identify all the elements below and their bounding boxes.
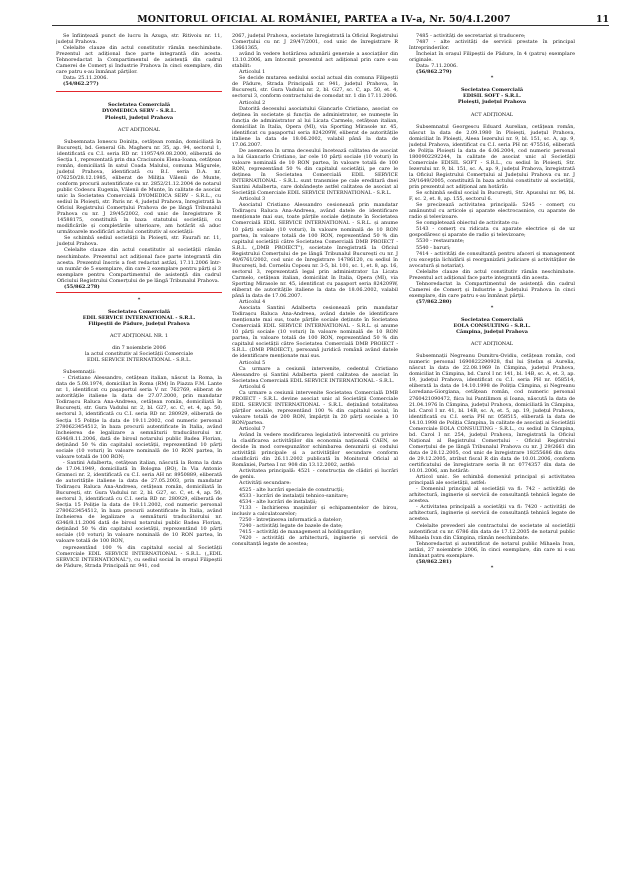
act-title: ACT ADIȚIONAL (470, 111, 514, 118)
journal-title: MONITORUL OFICIAL AL ROMÂNIEI, PARTEA a IV-a, Nr. 50/4.I.2007 (137, 14, 511, 25)
paragraph: Asociatul Cristiano Alessandro cesionează prin mandatar Todirașcu Raluca Ana-Andreea, având datele de identificare menționate mai sus, toate părțile sociale deținute în Societatea Comercială EDIL SERVICE INTERNATIONAL - S.R.L. și anume 10 părți sociale (10 voturi), în valoare nominală de 10 RON partea, în valoare totală de 100 RON, reprezentând 50 % din capitalul societății către Societatea Comercială DMB PROIECT - S.R.L. („DMB PROIECT"), societate înregistrată la Oficiul Registrului Comerțului de pe lângă Tribunalul București cu nr. J 40/6761/2002, cod unic de înregistrare 14786120, cu sediul în București, bd. Corneliu Coposu nr. 3-5, bl. 101, sc. 1, et. 8, ap. 16, sectorul 3, reprezentată legal prin administrator La Licata Carmelo, cetățean italian, domiciliat în Italia, Opera (MI), via Sporting Mirasole nr. 45, identificat cu pașaport seria 824209W, eliberat de autoritățile italiene la data de 18.06.2002, valabil până la data de 17.06.2007. (232, 202, 398, 300)
paragraph: - Santini Adalberta, cetățean italian, născută la Roma la data de 17.04.1949, domiciliată în Bologna (BO), în Via Antonio Gramsci nr. 2, identificată cu C.I. seria AH nr. 8950889, eliberată de autoritățile italiene la data de 27.05.2003, prin mandatar Todirașcu Raluca Ana-Andreea, cetățean român, domiciliată în București, str. Gura Vadului nr. 2, bl. G27, sc. C, et. 4, ap. 50, sectorul 3, identificată cu C.I. seria RD nr. 280929, eliberată de Secția 15 Poliție la data de 19.11.2002, cod numeric personal 2780623454512, în baza procurii autentificate în Italia, având încheierea de legalizare a semnăturii traducătorului nr. 6346/8.11.2006 dată de biroul notarului public Badea Florian, deținând 50 % din capitalul societății, reprezentând 10 părți sociale (10 voturi) în valoare nominală de 10 RON partea, în valoare totală de 100 RON, (56, 459, 222, 545)
paragraph: Tehnoredactat și autentificat de notarul public Mihaela Ivan, astăzi, 27 noiembrie 2006, în cinci exemplare, din care ni s-au înmânat patru exemplare. (409, 540, 575, 559)
paragraph: Subsemnatul Georgescu Eduard Aurelian, cetățean român, născut la data de 2.09.1980 în Ploiești, județul Prahova, domiciliat în Ploiești, Aleea Iezerului nr. 9, bl. 151, sc. A, ap. 9, județul Prahova, identificat cu C.I. seria PH nr. 475516, eliberată de Poliția Ploiești la data de 6.06.2004, cod numeric personal 1800902292244, în calitate de asociat unic al Societății Comerciale EDISIL SOFT - S.R.L., cu sediul în Ploiești, Str. Iezerului nr. 9, bl. 151, sc. A, ap. 9, județul Prahova, înregistrată la Oficiul Registrului Comerțului al Județului Prahova cu nr. J 29/1649/2005, constituită în baza actului constitutiv al societății, prin prezentul act adițional am hotărât: (409, 123, 575, 191)
act-subtitle: EDIL SERVICE INTERNATIONAL - S.R.L. (86, 357, 192, 364)
column-1 (56, 33, 222, 883)
paragraph: Subsemnații Negreanu Dumitru-Ovidiu, cetățean român, cod numeric personal 1690822290928, fiul lui Ștefan și Aurelia, născut la data de 22.08.1969 în Câmpina, județul Prahova, domiciliat în Câmpina, bd. Carol I nr. 141, bl. 14B, sc. A, et. 3, ap. 19, județul Prahova, identificat cu C.I. seria PH nr. 058514, eliberată la data de 14.10.1998 de Poliția Câmpina, și Negreanu Loredana-Giorgiana, cetățean român, cod numeric personal 2760421090472, fiica lui Pantilimon și Ioana, născută la data de 21.04.1976 în Câmpina, județul Prahova, domiciliată în Câmpina, bd. Carol I nr. 41, bl. 14B, sc. A, et. 5, ap. 19, județul Prahova, identificată cu C.I. seria PH nr. 058515, eliberată la data de 14.10.1998 de Poliția Câmpina, în calitate de asociați ai Societății Comerciale EOLA CONSULTING - S.R.L., cu sediul în Câmpina, bd. Carol I nr. 254, județul Prahova, înregistrată la Oficiul Național al Registrului Comerțului - Oficiul Registrului Comerțului de pe lângă Tribunalul Prahova cu nr. J 29/2661 din data de 28.12.2005, cod unic de înregistrare 18255686 din data de 29.12.2005, atribut fiscal R din data de 10.01.2006, conform certificatului de înregistrare seria B nr. 0774357 din data de 10.01.2006, am hotărât: (409, 353, 575, 475)
list-item: 7485 - activități de secretariat și traducere; (416, 33, 526, 39)
separator-star: * (490, 304, 494, 311)
paragraph: Se înființează punct de lucru în Azuga, str. Ritivoiu nr. 11, județul Prahova. (56, 33, 222, 46)
paragraph: Tehnoredactat la Compartimentul de asistență din cadrul Camerei de Comerț și Industrie a Județului Prahova în cinci exemplare, din care patru s-au înmânat părții. (409, 280, 575, 299)
list-item: 5143 - comerț cu ridicata cu aparate electrice și de uz gospodăresc și aparate de radio și televizoare; (409, 226, 575, 239)
paragraph: Se schimbă sediul social în București, Str. Apusului nr. 96, bl. F, sc. 2, et. 8, ap. 155, sectorul 6. (409, 190, 575, 203)
list-item: 4525 - alte lucrări speciale de construcții; (239, 486, 344, 493)
company-label: Societatea Comercială (460, 317, 524, 324)
article-heading: Articolul 1 (239, 69, 266, 76)
paragraph: Se precizează activitatea principală: 5245 - comerț cu amănuntul cu articole și aparate electrocasnice, cu aparate de radio și televizoare. (409, 202, 575, 221)
paragraph: Ca urmare a cesiunii intervenite, cedentul Cristiano Alessandro și Santini Adalberta pierd calitatea de asociat în Societatea Comercială EDIL SERVICE INTERNATIONAL - S.R.L. (232, 365, 398, 384)
paragraph: Se schimbă sediul societății în Ploiești, str. Fauraři nr. 11, județul Prahova. (57, 235, 221, 248)
paragraph: Ca urmare a cesiunii intervenite Societatea Comercială DMB PROIECT - S.R.L. devine asociat unic al Societății Comerciale EDIL SERVICE INTERNATIONAL - S.R.L. deținând totalitatea părților sociale, reprezentând 100 % din capitalul social, în valoare totală de 200 RON, împărțit în 20 părți sociale a 10 RON/partea. (232, 389, 398, 426)
highlighted-announcement (56, 91, 222, 292)
article-heading: Articolul 5 (239, 359, 266, 366)
paragraph: Datorită decesului asociatului Giancarlo Cristiano, asociat ce deținea în societate și funcția de administrator, se numește în funcția de administrator al lui Licata Carmelo, cetățean italian, domiciliat în Italia, Opera (MI), via Sporting Mirasole nr. 45, identificat cu pașaportul seria 824209W, eliberat de autoritățile italiene la data de 18.06.2002, valabil până la data de 17.06.2007. (232, 105, 398, 148)
column-2 (232, 33, 398, 883)
separator-star: * (137, 296, 141, 303)
article-heading: Articolul 2 (239, 99, 266, 106)
list-item: 7133 - închirierea mașinilor și echipamentelor de birou, inclusiv a calculatoarelor; (232, 504, 398, 517)
list-item: 4533 - lucrări de instalații tehnico-sanitare; (239, 492, 349, 499)
publication-code: (58/862.281) (416, 558, 452, 565)
paragraph: Încheiat în orașul Filipeștii de Pădure, în 4 (patru) exemplare originale. (409, 51, 575, 64)
page-number: 11 (595, 14, 609, 25)
company-city: Ploiești, județul Prahova (457, 99, 527, 106)
article-heading: Articolul 4 (239, 299, 266, 306)
company-city: Filipeștii de Pădure, județul Prahova (88, 320, 190, 327)
company-name: EOLA CONSULTING - S.R.L. (453, 323, 531, 330)
article-heading: Articolul 3 (239, 196, 266, 203)
paragraph: - Activitatea principală a societății va fi: 7420 - activități de arhitectură, inginerie și servicii de consultanță tehnică legate de acestea. (409, 504, 575, 523)
list-item: 5540 - baruri; (416, 244, 451, 251)
company-name: DYOMEDICA SERV - S.R.L. (101, 108, 177, 115)
list-item: 7415 - activități de management al holdingurilor; (239, 528, 363, 535)
company-label: Societatea Comercială (107, 102, 171, 109)
publication-code: (56/862.279) (416, 69, 452, 76)
paragraph: Subsemnata Ionescu Doinița, cetățean român, domiciliată în București, bd. General Gh. Magheru nr. 35, ap. 94, sectorul 1, identificată cu C.I. seria RD nr. 119574/9.08.2000, eliberată de Secția 1, reprezentată prin dna Craciunoiu Elena-Ioana, cetățean român, domiciliată în satul Coada Malului, comuna Măgurele, județul Prahova, identificată cu B.I. seria D.A. nr. 076250/28.12.1985, eliberat de Miliția Vălenii de Munte, conform procurii autentificate cu nr. 2852/21.12.2004 de notarul public Codescu Eugenia, Vălenii de Munte, în calitate de asociat unic la Societatea Comercială DYOMEDICA SERV - S.R.L., cu sediul în Ploiești, str. Paris nr. 4, județul Prahova, înregistrată la Oficiul Registrului Comerțului Prahova de pe lângă Tribunalul Prahova cu nr. J 29/45/2002, cod unic de înregistrare R 14588175, constituită în baza statutului societății, cu modificările și completările ulterioare, am hotărât să aduc următoarele modificări actului constitutiv al societății: (57, 138, 221, 236)
paragraph: Data: 7.11.2006. (416, 63, 458, 70)
paragraph: - Cristiano Alessandro, cetățean italian, născut la Roma, la data de 5.08.1974, domiciliat în Roma (RM) în Piazza F.M. Lante nr. 1, identificat cu pașaportul seria V nr. 762769, eliberat de autoritățile italiene la data de 27.07.2000, prin mandatar Todirașcu Raluca Ana-Andreea, cetățean român, domiciliată în București, str. Gura Vadului nr. 2, bl. G27, sc. C, et. 4, ap. 50, sectorul 3, identificată cu C.I. seria RD nr. 280929, eliberată de Secția 15 Poliție la data de 19.11.2002, cod numeric personal 2780623454512, în baza procurii autentificate în Italia, având încheierea de legalizare a semnăturii traducătorului nr. 6346/8.11.2006, dată de biroul notarului public Badea Florian, deținând 50 % din capitalul societății, reprezentând 10 părți sociale (10 voturi) în valoare nominală de 10 RON partea, în valoare totală de 100 RON; (56, 375, 222, 460)
list-item: 7250 - întreținerea informatică a datelor; (239, 516, 343, 523)
separator-star: * (490, 75, 494, 82)
act-title: ACT ADIȚIONAL (117, 126, 161, 133)
publication-code: (57/862.280) (416, 298, 452, 305)
paragraph: De asemenea în urma decesului încetează calitatea de asociat a lui Giancarlo Cristiano, iar cele 10 părți sociale (10 voturi) în valoare nominală de 10 RON partea, în valoare totală de 100 RON, reprezentând 50 % din capitalul societății, pe care le deținea în Societatea Comercială EDIL SERVICE INTERNATIONAL - S.R.L. sunt transmise pe cale ereditară dnei Santini Adalberta, care dobândește astfel calitatea de asociat al Societății Comerciale EDIL SERVICE INTERNATIONAL - S.R.L. (232, 147, 398, 197)
publication-code: (55/862.278) (64, 283, 100, 290)
company-name: EDIL SERVICE INTERNATIONAL - S.R.L. (82, 314, 196, 321)
list-item: 7420 - activități de arhitectură, inginerie și servicii de consultanță legate de acestea; (232, 534, 398, 547)
paragraph: Celelalte clauze din actul constitutiv rămân neschimbate. Prezentul act adițional face parte integrantă din acesta. (409, 268, 575, 281)
list-item: 7487 - alte activități de servicii prestate în principal întreprinderilor. (409, 39, 575, 52)
paragraph: Subsemnații: (63, 369, 96, 376)
article-heading: Articolul 7 (239, 426, 266, 433)
company-label: Societatea Comercială (107, 308, 171, 315)
paragraph: Data: 25.11.2006. (63, 75, 108, 82)
paragraph: Asociata Santini Adalberta cesionează prin mandatar Todirașcu Raluca Ana-Andreea, având datele de identificare menționate mai sus, toate părțile sociale deținute în Societatea Comercială EDIL SERVICE INTERNATIONAL - S.R.L. și anume 10 părți sociale (10 voturi) în valoare nominală de 10 RON partea, în valoare totală de 100 RON, reprezentând 50 % din capitalul societății către Societatea Comercială DMB PROIECT - S.R.L. (DMB PROIECT), persoană juridică română având datele de identificare menționate mai sus. (232, 305, 398, 360)
separator-star: * (490, 564, 494, 571)
paragraph: Articol unic. Se schimbă domeniul principal și activitatea principală ale societății, astfel: (409, 474, 575, 487)
paragraph: Activități secundare: (239, 480, 291, 487)
company-city: Câmpina, județul Prahova (456, 329, 528, 336)
act-subtitle: la actul constitutiv al Societății Comerciale (84, 351, 194, 358)
list-item: 7414 - activități de consultanță pentru afaceri și management (cu excepția lichidării și reorganizării judiciare și activităților de avocatură și notariat). (409, 250, 575, 269)
paragraph: Se completează obiectul de activitate cu: (416, 220, 519, 227)
list-item: 5530 - restaurante; (416, 238, 465, 245)
paragraph: Celelalte clauze din actul constitutiv al societății rămân neschimbate. Prezentul act adițional face parte integrantă din acesta. Prezentul înscris a fost redactat astăzi, 17.11.2006 într-un număr de 5 exemplare, din care 2 exemplare pentru părți și 3 exemplare pentru Compartimentul de asistență din cadrul Oficiului Registrului Comerțului de pe lângă Tribunalul Prahova. (57, 247, 221, 284)
paragraph: Activitatea principală: 4521 - construcția de clădiri și lucrări de geniu. (232, 468, 398, 481)
paragraph: - Domeniul principal al societății va fi: 742 - activități de arhitectură, inginerie și servicii de consultanță tehnică legate de acestea. (409, 486, 575, 505)
company-name: EDISIL SOFT - S.R.L. (462, 93, 522, 100)
paragraph: Se decide mutarea sediului social actual din comuna Filipeștii de Pădure, Strada Principală nr. 941, județul Prahova, în București, str. Gura Vadului nr. 2, bl. G27, sc. C, ap. 50, et. 4, sectorul 3, conform contractului de comodat nr. 1 din 17.11.2006. (232, 75, 398, 100)
article-heading: Articolul 6 (239, 383, 266, 390)
paragraph: reprezentând 100 % din capitalul social al Societății Comerciale EDIL SERVICE INTERNATIONAL - S.R.L. („EDIL SERVICE INTERNATIONAL"), cu sediul social în orașul Filipeștii de Pădure, Strada Principală nr. 941, cod (56, 544, 222, 569)
company-label: Societatea Comercială (460, 87, 524, 94)
act-date: din 7 noiembrie 2006 (112, 345, 166, 352)
list-item: 4534 - alte lucrări de instalații; (239, 498, 317, 505)
act-title: ACT ADIȚIONAL (470, 341, 514, 348)
column-3 (409, 33, 575, 883)
paragraph: Având în vedere modificarea legislativă intervenită cu privire la clasificarea activităților din economia națională CAEN, se decide în mod corespunzător schimbarea denumirii și codului activității principale și a activităților secundare conform clasificării din 26.11.2002 publicată în Monitorul Oficial al României, Partea I nr. 908 din 13.12.2002, astfel: (232, 432, 398, 469)
paragraph: având în vedere hotărârea adunării generale a asociaților din 13.10.2006, am întocmit prezentul act adițional prin care s-au stabilit: (232, 51, 398, 70)
act-title: ACT ADIȚIONAL NR. 1 (109, 332, 169, 339)
paragraph: 2067, județul Prahova, societate înregistrată la Oficiul Registrului Comerțului cu nr. J 29/47/2001, cod unic de înregistrare R 13661365, (232, 33, 398, 52)
company-city: Ploiești, județul Prahova (104, 114, 174, 121)
publication-code: (54/862.277) (63, 81, 99, 88)
paragraph: Celelalte clauze din actul constitutiv rămân neschimbate. Prezentul act adițional face parte integrantă din acesta. Tehnoredactat la Compartimentul de asistență din cadrul Camerei de Comerț și Industrie Prahova în cinci exemplare, din care patru s-au înmânat părților. (56, 45, 222, 76)
page-header (52, 9, 609, 26)
paragraph: Celelalte prevederi ale contractului de societate al societății autentificat cu nr. 6786 din data de 17.12.2005 de notarul public Mihaela Ivan din Câmpina, rămân neschimbate. (409, 522, 575, 541)
list-item: 7240 - activități legate de bazele de date; (239, 522, 343, 529)
